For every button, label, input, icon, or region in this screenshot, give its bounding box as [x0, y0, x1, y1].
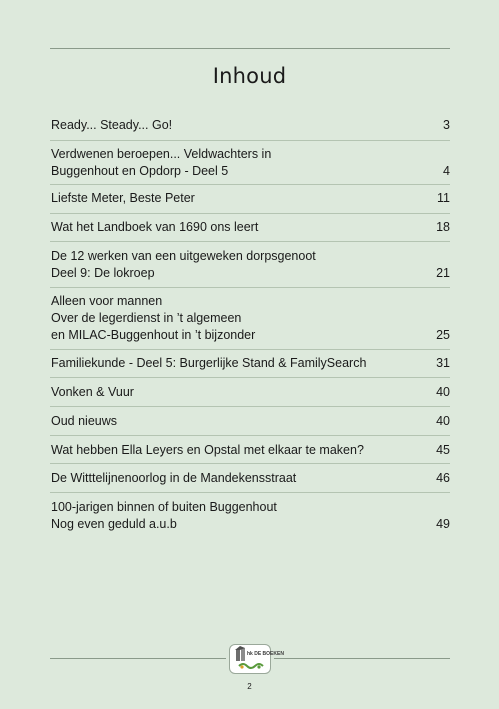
toc-divider [50, 140, 450, 141]
toc-divider [50, 435, 450, 436]
toc-entry-title [51, 293, 411, 344]
toc-entry-page-number: 21 [436, 266, 450, 280]
logo-wordmark: hk DE BOEKEN [247, 651, 284, 657]
toc-divider [50, 406, 450, 407]
toc-divider [50, 287, 450, 288]
toc-entry-page-number: 40 [436, 414, 450, 428]
toc-entry[interactable] [51, 470, 451, 487]
toc-entry-title-line: Deel 9: De lokroep [51, 266, 155, 280]
toc-entry-page-number: 49 [436, 517, 450, 531]
toc-divider [50, 492, 450, 493]
toc-entry[interactable] [51, 248, 451, 282]
toc-divider [50, 184, 450, 185]
toc-entry-title-line: Liefste Meter, Beste Peter [51, 191, 195, 205]
toc-entry-title [51, 499, 411, 533]
page-title: Inhoud [212, 64, 287, 88]
toc-entry-title-line: Oud nieuws [51, 414, 118, 428]
toc-entry-page-number: 11 [437, 191, 450, 205]
toc-entry-title-line: Vonken & Vuur [51, 385, 134, 399]
toc-divider [50, 213, 450, 214]
toc-entry[interactable] [51, 117, 451, 134]
toc-entry-title [51, 384, 411, 401]
toc-entry[interactable] [51, 293, 451, 344]
toc-entry-title-line: Wat het Landboek van 1690 ons leert [51, 220, 259, 234]
logo-graphic [230, 645, 284, 673]
toc-entry-title-line: Alleen voor mannen [51, 294, 163, 308]
footer-rule-right [274, 658, 450, 659]
toc-entry-title [51, 146, 411, 180]
toc-divider [50, 349, 450, 350]
toc-entry[interactable] [51, 219, 451, 236]
toc-entry-page-number: 45 [436, 443, 450, 457]
toc-entry[interactable] [51, 413, 451, 430]
toc-entry-title-line: en MILAC-Buggenhout in ’t bijzonder [51, 328, 256, 342]
toc-entry-title-line: Verdwenen beroepen... Veldwachters in [51, 147, 272, 161]
toc-entry-page-number: 4 [443, 164, 450, 178]
toc-entry[interactable] [51, 442, 451, 459]
toc-entry-title-line: Buggenhout en Opdorp - Deel 5 [51, 164, 229, 178]
toc-entry[interactable] [51, 384, 451, 401]
toc-entry-title [51, 413, 411, 430]
toc-divider [50, 463, 450, 464]
toc-entry-title [51, 248, 411, 282]
toc-entry[interactable] [51, 499, 451, 533]
toc-entry-title [51, 190, 411, 207]
toc-entry-page-number: 40 [436, 385, 450, 399]
toc-entry-title-line: Over de legerdienst in ’t algemeen [51, 311, 242, 325]
toc-divider [50, 241, 450, 242]
publisher-logo [229, 644, 284, 674]
footer-rule-left [50, 658, 226, 659]
toc-entry-title-line: Familiekunde - Deel 5: Burgerlijke Stand & FamilySearch [51, 356, 367, 370]
toc-entry-title-line: De 12 werken van een uitgeweken dorpsgenoot [51, 249, 316, 263]
toc-entry-page-number: 31 [436, 356, 450, 370]
toc-entry-page-number: 46 [436, 471, 450, 485]
toc-entry-title-line: 100-jarigen binnen of buiten Buggenhout [51, 500, 277, 514]
toc-divider [50, 377, 450, 378]
toc-entry[interactable] [51, 355, 451, 372]
toc-entry-title-line: Nog even geduld a.u.b [51, 517, 177, 531]
top-rule [50, 48, 450, 49]
toc-entry-title [51, 117, 411, 134]
toc-entry-title [51, 442, 411, 459]
toc-entry-page-number: 25 [436, 328, 450, 342]
toc-entry-page-number: 18 [436, 220, 450, 234]
toc-entry-page-number: 3 [443, 118, 450, 132]
toc-entry[interactable] [51, 190, 451, 207]
toc-entry-title-line: Wat hebben Ella Leyers en Opstal met elkaar te maken? [51, 443, 364, 457]
toc-entry-title-line: De Witttelijnenoorlog in de Mandekensstraat [51, 471, 297, 485]
toc-entry-title [51, 219, 411, 236]
toc-entry-title [51, 355, 411, 372]
toc-entry-title-line: Ready... Steady... Go! [51, 118, 173, 132]
page-number: 2 [247, 682, 252, 691]
toc-entry-title [51, 470, 411, 487]
toc-entry[interactable] [51, 146, 451, 180]
